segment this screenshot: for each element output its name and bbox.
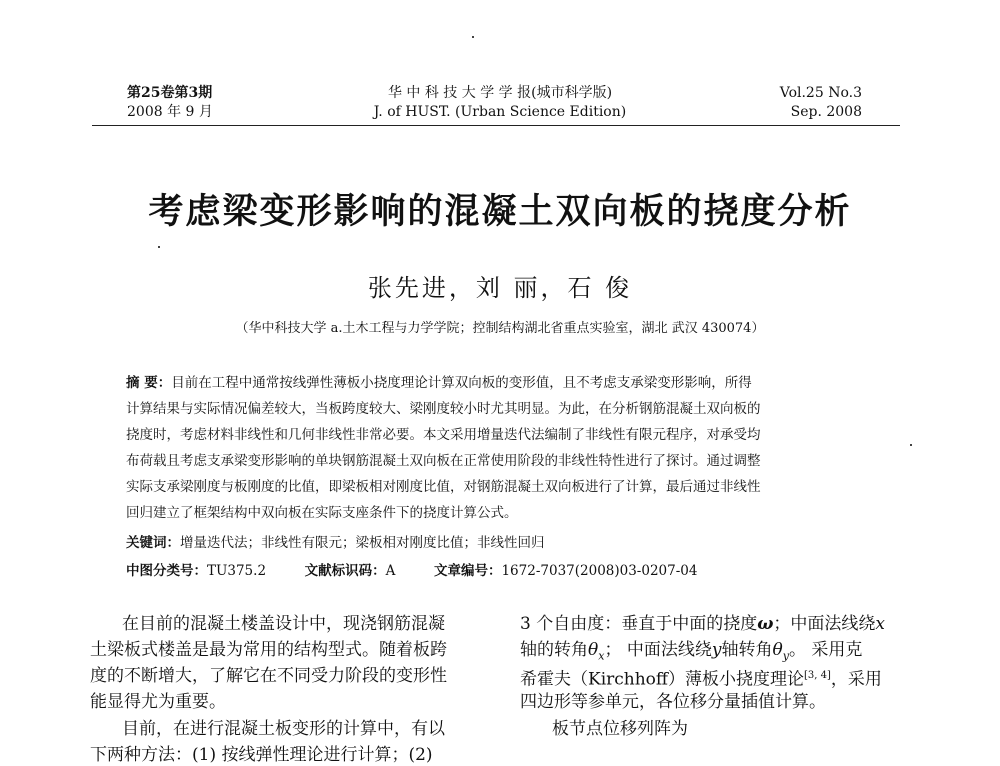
body-text: ； 中面法线绕 <box>604 640 712 660</box>
affiliation: （华中科技大学 a.土木工程与力学学院；控制结构湖北省重点实验室，湖北 武汉 430074） <box>235 321 765 336</box>
paper-title: 考虑梁变形影响的混凝土双向板的挠度分析 <box>148 192 852 232</box>
header-volume-en: Vol.25 No.3 <box>779 85 862 101</box>
scan-speck <box>472 36 474 38</box>
subscript: x <box>598 649 605 663</box>
keywords-label: 关键词： <box>126 535 180 551</box>
abstract-line <box>126 374 752 392</box>
header-journal-cn: 华 中 科 技 大 学 学 报(城市科学版) <box>387 85 613 101</box>
body-line <box>520 639 862 667</box>
body-line: 在目前的混凝土楼盖设计中，现浇钢筋混凝 <box>122 614 445 634</box>
abstract-line: 布荷载且考虑支承梁变形影响的单块钢筋混凝土双向板在正常使用阶段的非线性特性进行了探讨。通过调整 <box>126 453 761 469</box>
body-text: ，采用 <box>830 669 882 690</box>
body-line: 土梁板式楼盖是最为常用的结构型式。随着板跨 <box>90 640 447 660</box>
doc-code-value: A <box>385 563 396 579</box>
clc-value: TU375.2 <box>207 563 267 579</box>
body-text: 轴转角 <box>721 640 773 660</box>
deflection-symbol: ω <box>757 614 774 634</box>
body-text: 希霍夫（Kirchhoff）薄板小挠度理论 <box>520 669 804 690</box>
authors: 张先进，刘 丽，石 俊 <box>367 274 633 302</box>
scan-speck <box>158 246 160 248</box>
header-rule <box>92 125 900 126</box>
article-number-value: 1672-7037(2008)03-0207-04 <box>501 563 698 579</box>
doc-code-label: 文献标识码： <box>304 563 386 579</box>
body-line: 能显得尤为重要。 <box>90 692 226 712</box>
abstract-label: 摘 要： <box>126 375 172 391</box>
header-journal-en: J. of HUST. (Urban Science Edition) <box>373 104 627 120</box>
body-text: 3 个自由度：垂直于中面的挠度 <box>520 614 758 634</box>
body-line: 下两种方法：(1) 按线弹性理论进行计算；(2) <box>90 745 433 765</box>
keywords-text: 增量迭代法；非线性有限元；梁板相对刚度比值；非线性回归 <box>180 535 545 551</box>
axis-symbol: x <box>875 614 886 634</box>
body-line: 度的不断增大，了解它在不同受力阶段的变形性 <box>90 666 447 686</box>
classification-line <box>126 562 697 580</box>
body-line <box>520 613 885 635</box>
scan-speck <box>910 444 912 446</box>
keywords <box>126 534 545 552</box>
abstract-line: 回归建立了框架结构中双向板在实际支座条件下的挠度计算公式。 <box>126 505 518 521</box>
header-date-cn: 2008 年 9 月 <box>127 104 213 120</box>
body-text: 轴的转角 <box>520 640 588 660</box>
body-line <box>520 665 882 691</box>
abstract-line: 挠度时，考虑材料非线性和几何非线性非常必要。本文采用增量迭代法编制了非线性有限元程序，对承受均 <box>126 427 761 443</box>
theta-symbol: θ <box>588 640 599 660</box>
clc-label: 中图分类号： <box>126 563 207 579</box>
body-line: 四边形等参单元，各位移分量插值计算。 <box>520 692 826 712</box>
axis-symbol: y <box>711 640 722 660</box>
theta-symbol: θ <box>772 640 783 660</box>
body-line: 板节点位移列阵为 <box>552 719 688 739</box>
body-line: 目前，在进行混凝土板变形的计算中，有以 <box>122 719 445 739</box>
abstract-line: 实际支承梁刚度与板刚度的比值，即梁板相对刚度比值，对钢筋混凝土双向板进行了计算，最后通过非线性 <box>126 479 761 495</box>
abstract-line: 计算结果与实际情况偏差较大，当板跨度较大、梁刚度较小时尤其明显。为此，在分析钢筋混凝土双向板的 <box>126 401 761 417</box>
citation: [3, 4] <box>804 670 831 681</box>
body-text: 。 采用克 <box>788 640 863 660</box>
abstract-text: 目前在工程中通常按线弹性薄板小挠度理论计算双向板的变形值，且不考虑支承梁变形影响，所得 <box>171 375 752 391</box>
header-date-en: Sep. 2008 <box>790 104 862 120</box>
header-volume-cn: 第25卷第3期 <box>127 85 213 101</box>
article-number-label: 文章编号： <box>433 563 502 579</box>
body-text: ；中面法线绕 <box>773 614 876 634</box>
subscript: y <box>782 649 789 663</box>
